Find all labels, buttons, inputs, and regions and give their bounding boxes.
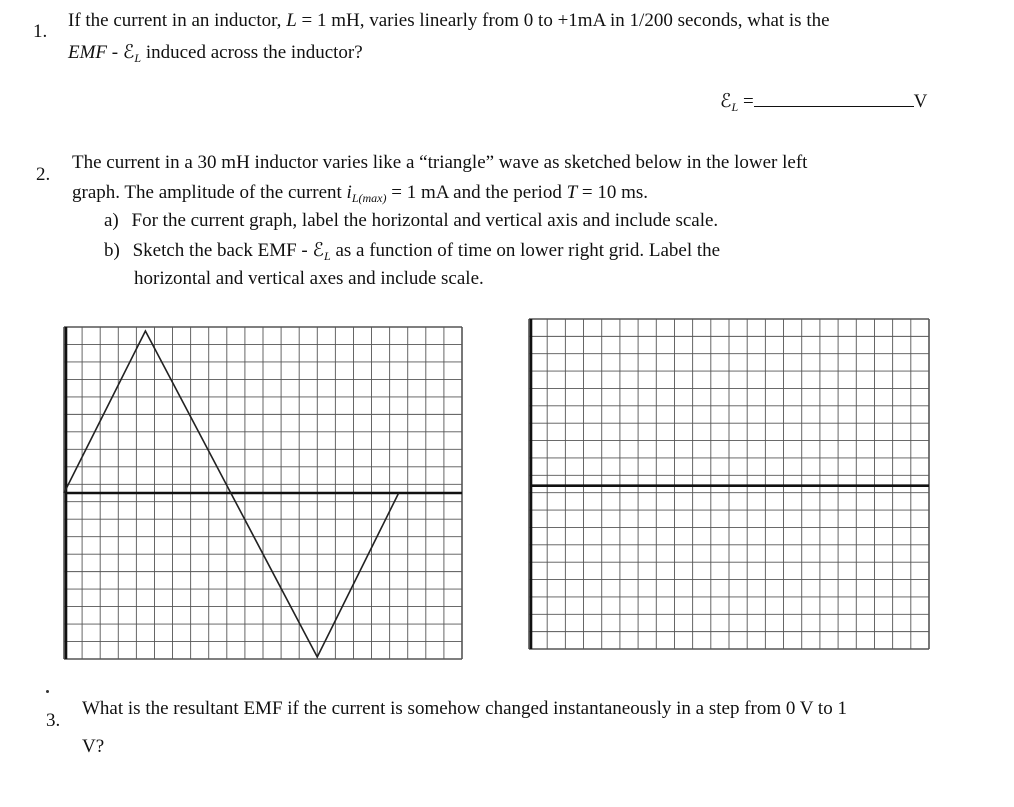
grid-lines <box>529 319 929 649</box>
q2-part-b-line-2: horizontal and vertical axes and include scale. <box>134 268 484 289</box>
emf-word: EMF <box>68 42 108 63</box>
answer-unit: V <box>913 91 928 112</box>
q1-text: If the current in an inductor, <box>68 10 287 31</box>
question-1-number: 1. <box>33 21 48 42</box>
question-1-line-1 <box>68 8 830 34</box>
emf-subscript: L <box>134 51 142 65</box>
equals-sign: = <box>742 91 754 112</box>
part-b-label: b) <box>104 240 120 261</box>
part-b-text-cont: as a function of time on lower right grid. Label the <box>330 240 721 261</box>
current-graph[interactable] <box>62 325 464 661</box>
stray-dot <box>46 690 49 693</box>
question-3-line-1: What is the resultant EMF if the current is somehow changed instantaneously in a step from 0 V to 1 <box>82 698 847 719</box>
part-a-label: a) <box>104 210 119 231</box>
dash: - <box>107 42 123 63</box>
q1-answer-line <box>720 88 927 115</box>
part-b-emf-subscript: L <box>324 249 331 263</box>
question-1-line-2 <box>68 40 363 66</box>
part-b-text: Sketch the back EMF - <box>132 240 313 261</box>
q2-part-a <box>104 208 718 234</box>
inductance-symbol: L <box>286 10 297 31</box>
answer-blank[interactable] <box>754 88 914 107</box>
q1-text-end: induced across the inductor? <box>141 42 363 63</box>
answer-emf-symbol: ℰ <box>720 91 732 112</box>
q2-text-cont: = 1 mA and the period <box>386 182 567 203</box>
question-3-line-2: V? <box>82 736 105 757</box>
emf-symbol: ℰ <box>122 42 135 63</box>
emf-graph[interactable] <box>527 317 931 651</box>
period-symbol: T <box>566 182 578 203</box>
question-2-number: 2. <box>36 164 51 185</box>
part-b-emf-symbol: ℰ <box>312 240 325 261</box>
question-2-line-2 <box>72 180 648 206</box>
answer-emf-subscript: L <box>731 100 739 114</box>
current-subscript: L(max) <box>351 191 387 205</box>
q2-text-end: = 10 ms. <box>577 182 649 203</box>
q2-text: graph. The amplitude of the current <box>72 182 347 203</box>
question-2-line-1: The current in a 30 mH inductor varies like a “triangle” wave as sketched below in the lower left <box>72 152 808 173</box>
part-a-text: For the current graph, label the horizontal and vertical axis and include scale. <box>131 210 719 231</box>
q1-text-cont: = 1 mH, varies linearly from 0 to +1mA in 1/200 seconds, what is the <box>296 10 830 31</box>
current-symbol: i <box>346 182 352 203</box>
q2-part-b <box>104 238 720 264</box>
question-3-number: 3. <box>46 710 61 731</box>
